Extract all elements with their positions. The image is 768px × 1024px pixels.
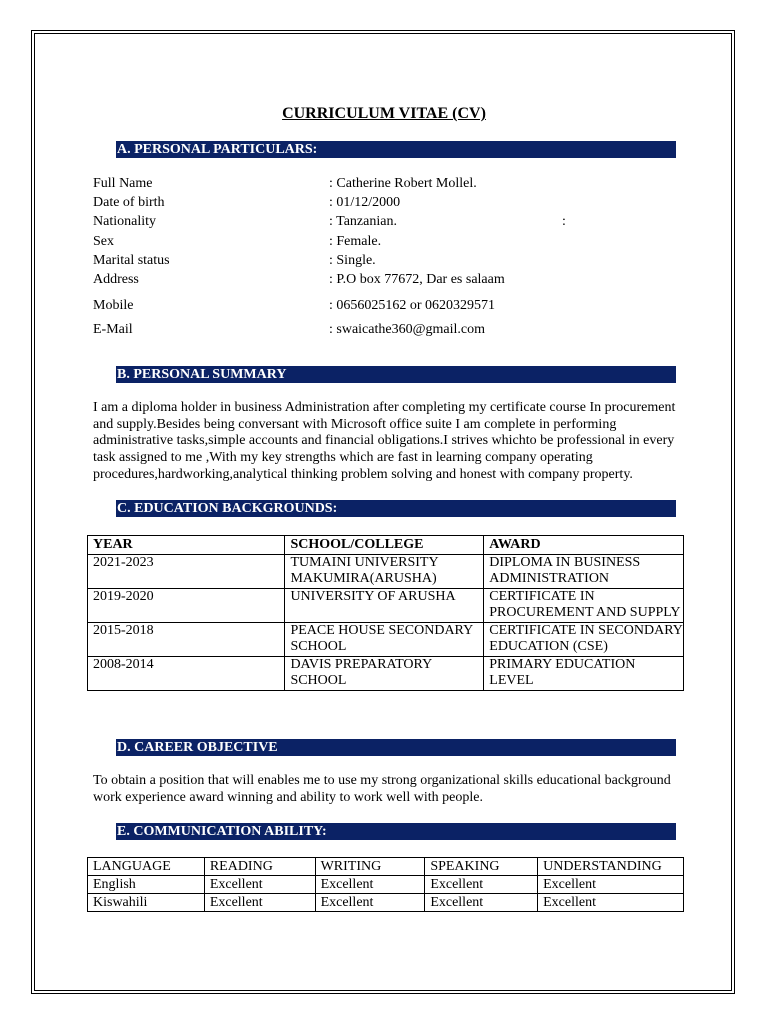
communication-header-reading: READING xyxy=(204,858,315,876)
section-header-personal-particulars: A. PERSONAL PARTICULARS: xyxy=(116,141,676,158)
communication-table xyxy=(87,857,684,912)
education-table xyxy=(87,535,684,691)
table-row xyxy=(88,589,684,623)
table-row xyxy=(88,876,684,894)
communication-writing: Excellent xyxy=(315,876,425,894)
education-school: PEACE HOUSE SECONDARY SCHOOL xyxy=(285,623,484,657)
table-row xyxy=(88,657,684,691)
communication-writing: Excellent xyxy=(315,894,425,912)
education-award: CERTIFICATE IN PROCUREMENT AND SUPPLY xyxy=(484,589,684,623)
value-email: : swaicathe360@gmail.com xyxy=(329,322,485,337)
communication-header-understanding: UNDERSTANDING xyxy=(538,858,684,876)
career-objective-text: To obtain a position that will enables me to use my strong organizational skills educational background work experience award winning and ability to work well with people. xyxy=(93,773,671,805)
table-row xyxy=(88,623,684,657)
label-full-name: Full Name xyxy=(93,176,153,191)
value-date-of-birth: : 01/12/2000 xyxy=(329,195,401,210)
label-address: Address xyxy=(93,272,139,287)
section-header-education: C. EDUCATION BACKGROUNDS: xyxy=(116,500,676,517)
education-year: 2008-2014 xyxy=(88,657,285,691)
personal-summary-text: I am a diploma holder in business Administration after completing my certificate course In procurement and supply.Besides being conversant with Microsoft office suite I am complete in performing administrative tasks,simple accounts and financial obligations.I strives whichto be professional in every task assigned to me ,With my key strengths which are fast in learning company operating procedures,hardworking,analytical thinking problem solving and honest with company property. xyxy=(93,400,676,482)
education-year: 2015-2018 xyxy=(88,623,285,657)
education-header-row xyxy=(88,536,684,555)
communication-language: Kiswahili xyxy=(88,894,205,912)
section-header-communication: E. COMMUNICATION ABILITY: xyxy=(116,823,676,840)
education-year: 2021-2023 xyxy=(88,555,285,589)
communication-reading: Excellent xyxy=(204,876,315,894)
communication-reading: Excellent xyxy=(204,894,315,912)
communication-speaking: Excellent xyxy=(425,876,538,894)
label-sex: Sex xyxy=(93,234,114,249)
label-mobile: Mobile xyxy=(93,298,134,313)
communication-header-row xyxy=(88,858,684,876)
table-row xyxy=(88,894,684,912)
education-school: UNIVERSITY OF ARUSHA xyxy=(285,589,484,623)
value-sex: : Female. xyxy=(329,234,382,249)
communication-speaking: Excellent xyxy=(425,894,538,912)
table-row xyxy=(88,555,684,589)
document-title: CURRICULUM VITAE (CV) xyxy=(282,105,486,122)
stray-colon: : xyxy=(562,214,566,229)
communication-language: English xyxy=(88,876,205,894)
label-email: E-Mail xyxy=(93,322,133,337)
communication-understanding: Excellent xyxy=(538,894,684,912)
education-header-school: SCHOOL/COLLEGE xyxy=(285,536,484,555)
label-marital-status: Marital status xyxy=(93,253,170,268)
communication-header-language: LANGUAGE xyxy=(88,858,205,876)
label-nationality: Nationality xyxy=(93,214,156,229)
value-nationality: : Tanzanian. xyxy=(329,214,397,229)
education-award: DIPLOMA IN BUSINESS ADMINISTRATION xyxy=(484,555,684,589)
education-year: 2019-2020 xyxy=(88,589,285,623)
education-award: PRIMARY EDUCATION LEVEL xyxy=(484,657,684,691)
section-header-career-objective: D. CAREER OBJECTIVE xyxy=(116,739,676,756)
section-header-personal-summary: B. PERSONAL SUMMARY xyxy=(116,366,676,383)
label-date-of-birth: Date of birth xyxy=(93,195,165,210)
communication-understanding: Excellent xyxy=(538,876,684,894)
education-header-award: AWARD xyxy=(484,536,684,555)
value-mobile: : 0656025162 or 0620329571 xyxy=(329,298,496,313)
education-header-year: YEAR xyxy=(88,536,285,555)
education-school: TUMAINI UNIVERSITY MAKUMIRA(ARUSHA) xyxy=(285,555,484,589)
education-school: DAVIS PREPARATORY SCHOOL xyxy=(285,657,484,691)
communication-header-writing: WRITING xyxy=(315,858,425,876)
value-marital-status: : Single. xyxy=(329,253,376,268)
value-address: : P.O box 77672, Dar es salaam xyxy=(329,272,505,287)
education-award: CERTIFICATE IN SECONDARY EDUCATION (CSE) xyxy=(484,623,684,657)
value-full-name: : Catherine Robert Mollel. xyxy=(329,176,477,191)
communication-header-speaking: SPEAKING xyxy=(425,858,538,876)
